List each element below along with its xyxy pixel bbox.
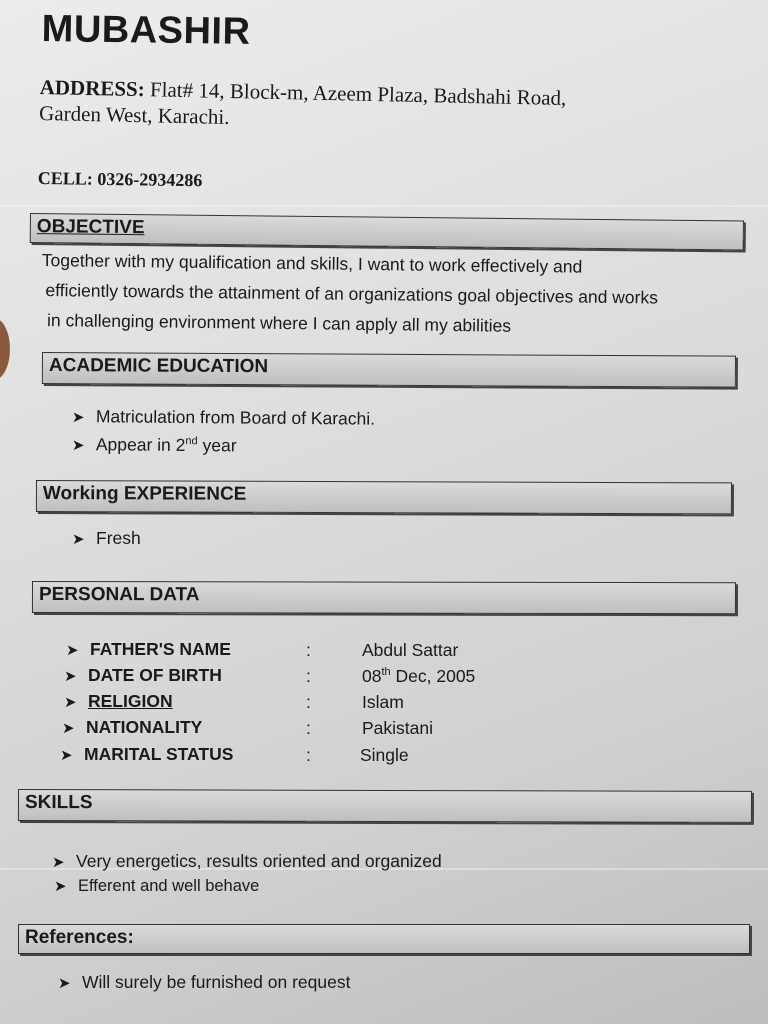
candidate-name: MUBASHIR — [41, 8, 251, 53]
experience-item: Fresh — [96, 528, 141, 548]
personal-value — [362, 666, 475, 687]
list-item — [72, 528, 141, 549]
list-item — [72, 406, 375, 430]
address-label: ADDRESS: — [39, 74, 145, 102]
references-item: Will surely be furnished on request — [82, 972, 351, 992]
skills-item: Efferent and well behave — [78, 877, 260, 895]
personal-label: NATIONALITY — [86, 717, 203, 737]
section-references-header — [18, 924, 750, 954]
section-title: PERSONAL DATA — [38, 584, 200, 606]
finger-shadow — [0, 318, 10, 380]
section-objective-header — [30, 213, 744, 250]
education-item: Matriculation from Board of Karachi. — [95, 406, 376, 429]
address-line2: Garden West, Karachi. — [38, 100, 230, 129]
personal-row — [64, 691, 173, 712]
cell-value: 0326-2934286 — [97, 168, 203, 191]
objective-line: efficiently towards the attainment of an organizations goal objectives and works — [45, 280, 659, 308]
personal-separator: : — [306, 640, 311, 660]
arrow-bullet-icon: ➤ — [71, 408, 85, 427]
arrow-bullet-icon: ➤ — [54, 878, 67, 895]
education-item-sup: nd — [185, 435, 198, 448]
personal-row — [60, 744, 233, 765]
personal-value: Islam — [362, 692, 404, 712]
personal-separator: : — [306, 666, 311, 686]
personal-value: Pakistani — [362, 718, 434, 738]
objective-text — [41, 245, 742, 344]
skills-item: Very energetics, results oriented and organized — [76, 851, 442, 871]
address-block — [39, 74, 680, 139]
dob-sup: th — [381, 666, 391, 679]
arrow-bullet-icon: ➤ — [72, 531, 85, 548]
arrow-bullet-icon: ➤ — [60, 747, 73, 764]
list-item — [58, 972, 350, 993]
personal-value: Single — [360, 745, 409, 765]
personal-value: Abdul Sattar — [362, 640, 459, 660]
personal-separator: : — [306, 745, 311, 765]
arrow-bullet-icon: ➤ — [71, 436, 85, 455]
list-item — [72, 434, 237, 456]
cell-label: CELL: — [37, 168, 94, 189]
objective-line: in challenging environment where I can apply all my abilities — [46, 310, 512, 336]
list-item — [54, 877, 259, 896]
paper-fold — [0, 205, 768, 207]
education-item-tail: year — [197, 435, 237, 456]
personal-label: DATE OF BIRTH — [88, 665, 222, 685]
list-item — [52, 851, 442, 872]
cell-line — [38, 168, 203, 191]
address-line1: Flat# 14, Block-m, Azeem Plaza, Badshahi Road, — [149, 77, 567, 111]
personal-row — [62, 717, 202, 738]
section-title: OBJECTIVE — [36, 216, 145, 239]
section-title: References: — [25, 927, 134, 948]
personal-row — [66, 639, 231, 660]
arrow-bullet-icon: ➤ — [58, 975, 71, 992]
section-education-header — [42, 352, 736, 388]
section-title: Working EXPERIENCE — [42, 483, 247, 505]
personal-row — [64, 665, 222, 686]
personal-separator: : — [306, 718, 311, 738]
education-item: Appear in 2 — [95, 434, 186, 455]
personal-label: FATHER'S NAME — [90, 639, 231, 659]
section-experience-header — [36, 480, 732, 514]
section-personal-header — [32, 581, 736, 614]
objective-line: Together with my qualification and skills, I want to work effectively and — [41, 249, 583, 277]
dob-day: 08 — [362, 666, 382, 686]
personal-label: RELIGION — [88, 691, 173, 711]
section-title: SKILLS — [24, 792, 93, 814]
section-title: ACADEMIC EDUCATION — [48, 355, 269, 378]
personal-separator: : — [306, 692, 311, 712]
dob-tail: Dec, 2005 — [390, 666, 476, 686]
section-skills-header — [18, 789, 752, 823]
personal-label: MARITAL STATUS — [84, 744, 234, 764]
arrow-bullet-icon: ➤ — [52, 854, 65, 871]
arrow-bullet-icon: ➤ — [64, 694, 77, 711]
arrow-bullet-icon: ➤ — [62, 720, 75, 737]
arrow-bullet-icon: ➤ — [66, 642, 79, 659]
arrow-bullet-icon: ➤ — [64, 668, 77, 685]
